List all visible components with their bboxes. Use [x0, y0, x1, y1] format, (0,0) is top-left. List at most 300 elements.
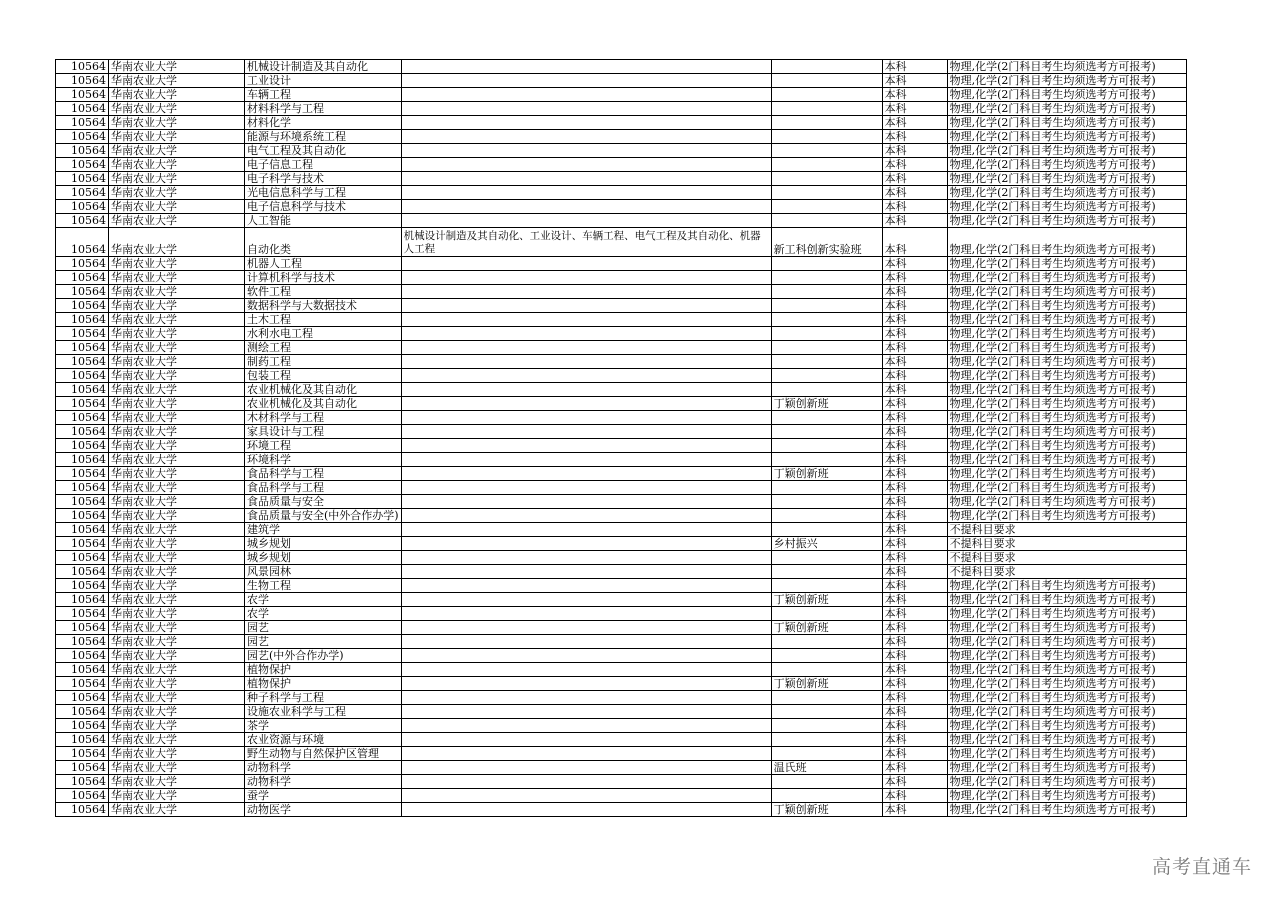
included-majors-cell [401, 635, 771, 649]
subject-requirement-cell: 物理,化学(2门科目考生均须选考方可报考) [947, 593, 1186, 607]
subject-requirement-cell: 物理,化学(2门科目考生均须选考方可报考) [947, 158, 1186, 172]
class-type-cell [771, 551, 882, 565]
school-code-cell: 10564 [56, 116, 109, 130]
table-row [56, 341, 1187, 355]
school-code-cell: 10564 [56, 214, 109, 228]
admission-table [55, 59, 1187, 817]
table-row [56, 467, 1187, 481]
level-cell: 本科 [882, 509, 947, 523]
major-name-cell: 农学 [245, 593, 402, 607]
school-name-cell: 华南农业大学 [109, 130, 245, 144]
level-cell: 本科 [882, 144, 947, 158]
school-name-cell: 华南农业大学 [109, 761, 245, 775]
class-type-cell [771, 313, 882, 327]
major-name-cell: 电子信息工程 [245, 158, 402, 172]
level-cell: 本科 [882, 200, 947, 214]
table-row [56, 649, 1187, 663]
included-majors-cell [401, 102, 771, 116]
major-name-cell: 能源与环境系统工程 [245, 130, 402, 144]
subject-requirement-cell: 物理,化学(2门科目考生均须选考方可报考) [947, 467, 1186, 481]
major-name-cell: 食品科学与工程 [245, 481, 402, 495]
major-name-cell: 材料科学与工程 [245, 102, 402, 116]
class-type-cell [771, 60, 882, 74]
school-code-cell: 10564 [56, 495, 109, 509]
school-code-cell: 10564 [56, 565, 109, 579]
school-name-cell: 华南农业大学 [109, 200, 245, 214]
subject-requirement-cell: 物理,化学(2门科目考生均须选考方可报考) [947, 411, 1186, 425]
class-type-cell: 乡村振兴 [771, 537, 882, 551]
class-type-cell [771, 355, 882, 369]
school-name-cell: 华南农业大学 [109, 74, 245, 88]
included-majors-cell [401, 341, 771, 355]
school-code-cell: 10564 [56, 481, 109, 495]
subject-requirement-cell: 物理,化学(2门科目考生均须选考方可报考) [947, 635, 1186, 649]
subject-requirement-cell: 物理,化学(2门科目考生均须选考方可报考) [947, 172, 1186, 186]
major-name-cell: 植物保护 [245, 663, 402, 677]
major-name-cell: 园艺 [245, 635, 402, 649]
major-name-cell: 电气工程及其自动化 [245, 144, 402, 158]
subject-requirement-cell: 不提科目要求 [947, 551, 1186, 565]
school-code-cell: 10564 [56, 327, 109, 341]
class-type-cell [771, 789, 882, 803]
school-name-cell: 华南农业大学 [109, 299, 245, 313]
school-code-cell: 10564 [56, 74, 109, 88]
table-row [56, 102, 1187, 116]
table-row [56, 313, 1187, 327]
class-type-cell [771, 214, 882, 228]
included-majors-cell [401, 200, 771, 214]
subject-requirement-cell: 物理,化学(2门科目考生均须选考方可报考) [947, 733, 1186, 747]
school-name-cell: 华南农业大学 [109, 186, 245, 200]
included-majors-cell [401, 355, 771, 369]
level-cell: 本科 [882, 719, 947, 733]
table-row [56, 327, 1187, 341]
table-row [56, 397, 1187, 411]
class-type-cell [771, 299, 882, 313]
class-type-cell [771, 509, 882, 523]
subject-requirement-cell: 不提科目要求 [947, 565, 1186, 579]
table-row [56, 551, 1187, 565]
table-row [56, 271, 1187, 285]
table-row [56, 621, 1187, 635]
included-majors-cell [401, 607, 771, 621]
school-code-cell: 10564 [56, 285, 109, 299]
included-majors-cell [401, 747, 771, 761]
class-type-cell [771, 285, 882, 299]
level-cell: 本科 [882, 158, 947, 172]
table-row [56, 691, 1187, 705]
school-code-cell: 10564 [56, 411, 109, 425]
table-row [56, 214, 1187, 228]
subject-requirement-cell: 物理,化学(2门科目考生均须选考方可报考) [947, 369, 1186, 383]
level-cell: 本科 [882, 257, 947, 271]
level-cell: 本科 [882, 327, 947, 341]
subject-requirement-cell: 物理,化学(2门科目考生均须选考方可报考) [947, 397, 1186, 411]
class-type-cell [771, 327, 882, 341]
school-name-cell: 华南农业大学 [109, 565, 245, 579]
school-name-cell: 华南农业大学 [109, 411, 245, 425]
school-code-cell: 10564 [56, 551, 109, 565]
class-type-cell: 丁颖创新班 [771, 677, 882, 691]
included-majors-cell [401, 130, 771, 144]
school-code-cell: 10564 [56, 60, 109, 74]
table-row [56, 523, 1187, 537]
table-row [56, 579, 1187, 593]
subject-requirement-cell: 物理,化学(2门科目考生均须选考方可报考) [947, 299, 1186, 313]
school-name-cell: 华南农业大学 [109, 467, 245, 481]
school-name-cell: 华南农业大学 [109, 439, 245, 453]
included-majors-cell [401, 74, 771, 88]
school-code-cell: 10564 [56, 719, 109, 733]
school-name-cell: 华南农业大学 [109, 257, 245, 271]
included-majors-cell [401, 677, 771, 691]
school-name-cell: 华南农业大学 [109, 271, 245, 285]
level-cell: 本科 [882, 439, 947, 453]
included-majors-cell [401, 186, 771, 200]
level-cell: 本科 [882, 453, 947, 467]
subject-requirement-cell: 物理,化学(2门科目考生均须选考方可报考) [947, 60, 1186, 74]
school-code-cell: 10564 [56, 635, 109, 649]
school-code-cell: 10564 [56, 467, 109, 481]
major-name-cell: 建筑学 [245, 523, 402, 537]
school-name-cell: 华南农业大学 [109, 509, 245, 523]
level-cell: 本科 [882, 341, 947, 355]
subject-requirement-cell: 物理,化学(2门科目考生均须选考方可报考) [947, 747, 1186, 761]
school-code-cell: 10564 [56, 383, 109, 397]
level-cell: 本科 [882, 74, 947, 88]
school-name-cell: 华南农业大学 [109, 397, 245, 411]
school-name-cell: 华南农业大学 [109, 383, 245, 397]
major-name-cell: 数据科学与大数据技术 [245, 299, 402, 313]
class-type-cell [771, 495, 882, 509]
school-name-cell: 华南农业大学 [109, 495, 245, 509]
table-row [56, 186, 1187, 200]
level-cell: 本科 [882, 481, 947, 495]
class-type-cell [771, 158, 882, 172]
school-name-cell: 华南农业大学 [109, 60, 245, 74]
school-code-cell: 10564 [56, 257, 109, 271]
table-row [56, 719, 1187, 733]
class-type-cell [771, 439, 882, 453]
school-name-cell: 华南农业大学 [109, 88, 245, 102]
major-name-cell: 动物科学 [245, 761, 402, 775]
class-type-cell [771, 383, 882, 397]
school-code-cell: 10564 [56, 228, 109, 257]
level-cell: 本科 [882, 579, 947, 593]
school-name-cell: 华南农业大学 [109, 733, 245, 747]
school-name-cell: 华南农业大学 [109, 705, 245, 719]
class-type-cell [771, 74, 882, 88]
school-name-cell: 华南农业大学 [109, 355, 245, 369]
included-majors-cell [401, 397, 771, 411]
class-type-cell [771, 635, 882, 649]
table-row [56, 775, 1187, 789]
level-cell: 本科 [882, 747, 947, 761]
school-code-cell: 10564 [56, 425, 109, 439]
included-majors-cell [401, 172, 771, 186]
school-name-cell: 华南农业大学 [109, 551, 245, 565]
included-majors-cell [401, 761, 771, 775]
subject-requirement-cell: 物理,化学(2门科目考生均须选考方可报考) [947, 88, 1186, 102]
school-code-cell: 10564 [56, 439, 109, 453]
subject-requirement-cell: 物理,化学(2门科目考生均须选考方可报考) [947, 228, 1186, 257]
subject-requirement-cell: 物理,化学(2门科目考生均须选考方可报考) [947, 257, 1186, 271]
major-name-cell: 机械设计制造及其自动化 [245, 60, 402, 74]
school-name-cell: 华南农业大学 [109, 172, 245, 186]
school-name-cell: 华南农业大学 [109, 327, 245, 341]
subject-requirement-cell: 物理,化学(2门科目考生均须选考方可报考) [947, 495, 1186, 509]
school-code-cell: 10564 [56, 271, 109, 285]
class-type-cell [771, 565, 882, 579]
table-row [56, 285, 1187, 299]
included-majors-cell [401, 523, 771, 537]
school-name-cell: 华南农业大学 [109, 677, 245, 691]
subject-requirement-cell: 物理,化学(2门科目考生均须选考方可报考) [947, 649, 1186, 663]
major-name-cell: 制药工程 [245, 355, 402, 369]
major-name-cell: 动物医学 [245, 803, 402, 817]
school-name-cell: 华南农业大学 [109, 579, 245, 593]
major-name-cell: 材料化学 [245, 116, 402, 130]
table-row [56, 565, 1187, 579]
school-name-cell: 华南农业大学 [109, 425, 245, 439]
major-name-cell: 野生动物与自然保护区管理 [245, 747, 402, 761]
included-majors-cell [401, 158, 771, 172]
school-code-cell: 10564 [56, 789, 109, 803]
table-row [56, 144, 1187, 158]
table-row [56, 439, 1187, 453]
table-row [56, 509, 1187, 523]
class-type-cell: 丁颖创新班 [771, 621, 882, 635]
included-majors-cell [401, 411, 771, 425]
class-type-cell [771, 523, 882, 537]
included-majors-cell [401, 257, 771, 271]
included-majors-cell [401, 60, 771, 74]
included-majors-cell [401, 509, 771, 523]
table-row [56, 453, 1187, 467]
class-type-cell [771, 341, 882, 355]
class-type-cell [771, 691, 882, 705]
class-type-cell [771, 425, 882, 439]
class-type-cell: 丁颖创新班 [771, 397, 882, 411]
level-cell: 本科 [882, 733, 947, 747]
table-row [56, 228, 1187, 257]
level-cell: 本科 [882, 803, 947, 817]
table-row [56, 761, 1187, 775]
included-majors-cell [401, 144, 771, 158]
included-majors-cell [401, 369, 771, 383]
school-code-cell: 10564 [56, 733, 109, 747]
school-code-cell: 10564 [56, 158, 109, 172]
school-name-cell: 华南农业大学 [109, 537, 245, 551]
included-majors-cell [401, 719, 771, 733]
level-cell: 本科 [882, 789, 947, 803]
table-row [56, 635, 1187, 649]
school-name-cell: 华南农业大学 [109, 789, 245, 803]
major-name-cell: 环境工程 [245, 439, 402, 453]
major-name-cell: 植物保护 [245, 677, 402, 691]
school-name-cell: 华南农业大学 [109, 285, 245, 299]
major-name-cell: 风景园林 [245, 565, 402, 579]
class-type-cell [771, 144, 882, 158]
subject-requirement-cell: 物理,化学(2门科目考生均须选考方可报考) [947, 102, 1186, 116]
school-name-cell: 华南农业大学 [109, 214, 245, 228]
major-name-cell: 设施农业科学与工程 [245, 705, 402, 719]
table-row [56, 803, 1187, 817]
major-name-cell: 机器人工程 [245, 257, 402, 271]
class-type-cell [771, 719, 882, 733]
major-name-cell: 食品质量与安全 [245, 495, 402, 509]
level-cell: 本科 [882, 677, 947, 691]
level-cell: 本科 [882, 649, 947, 663]
table-row [56, 425, 1187, 439]
school-code-cell: 10564 [56, 130, 109, 144]
class-type-cell: 丁颖创新班 [771, 803, 882, 817]
school-code-cell: 10564 [56, 299, 109, 313]
table-row [56, 60, 1187, 74]
major-name-cell: 农业机械化及其自动化 [245, 383, 402, 397]
class-type-cell [771, 271, 882, 285]
included-majors-cell [401, 789, 771, 803]
school-name-cell: 华南农业大学 [109, 453, 245, 467]
included-majors-cell [401, 495, 771, 509]
included-majors-cell [401, 299, 771, 313]
major-name-cell: 工业设计 [245, 74, 402, 88]
school-code-cell: 10564 [56, 775, 109, 789]
major-name-cell: 软件工程 [245, 285, 402, 299]
table-row [56, 705, 1187, 719]
level-cell: 本科 [882, 88, 947, 102]
school-code-cell: 10564 [56, 186, 109, 200]
major-name-cell: 木材科学与工程 [245, 411, 402, 425]
school-name-cell: 华南农业大学 [109, 341, 245, 355]
included-majors-cell: 机械设计制造及其自动化、工业设计、车辆工程、电气工程及其自动化、机器人工程 [401, 228, 771, 257]
subject-requirement-cell: 物理,化学(2门科目考生均须选考方可报考) [947, 481, 1186, 495]
subject-requirement-cell: 物理,化学(2门科目考生均须选考方可报考) [947, 186, 1186, 200]
major-name-cell: 农学 [245, 607, 402, 621]
level-cell: 本科 [882, 775, 947, 789]
subject-requirement-cell: 物理,化学(2门科目考生均须选考方可报考) [947, 285, 1186, 299]
major-name-cell: 农业机械化及其自动化 [245, 397, 402, 411]
included-majors-cell [401, 621, 771, 635]
subject-requirement-cell: 物理,化学(2门科目考生均须选考方可报考) [947, 705, 1186, 719]
school-name-cell: 华南农业大学 [109, 144, 245, 158]
table-row [56, 663, 1187, 677]
school-code-cell: 10564 [56, 803, 109, 817]
level-cell: 本科 [882, 285, 947, 299]
subject-requirement-cell: 物理,化学(2门科目考生均须选考方可报考) [947, 383, 1186, 397]
school-code-cell: 10564 [56, 313, 109, 327]
included-majors-cell [401, 649, 771, 663]
school-code-cell: 10564 [56, 747, 109, 761]
major-name-cell: 城乡规划 [245, 537, 402, 551]
major-name-cell: 电子信息科学与技术 [245, 200, 402, 214]
school-code-cell: 10564 [56, 593, 109, 607]
table-row [56, 677, 1187, 691]
level-cell: 本科 [882, 551, 947, 565]
major-name-cell: 农业资源与环境 [245, 733, 402, 747]
class-type-cell [771, 130, 882, 144]
school-code-cell: 10564 [56, 369, 109, 383]
school-name-cell: 华南农业大学 [109, 635, 245, 649]
included-majors-cell [401, 313, 771, 327]
subject-requirement-cell: 不提科目要求 [947, 523, 1186, 537]
subject-requirement-cell: 物理,化学(2门科目考生均须选考方可报考) [947, 789, 1186, 803]
subject-requirement-cell: 物理,化学(2门科目考生均须选考方可报考) [947, 425, 1186, 439]
subject-requirement-cell: 物理,化学(2门科目考生均须选考方可报考) [947, 761, 1186, 775]
subject-requirement-cell: 物理,化学(2门科目考生均须选考方可报考) [947, 439, 1186, 453]
table-row [56, 537, 1187, 551]
major-name-cell: 城乡规划 [245, 551, 402, 565]
included-majors-cell [401, 439, 771, 453]
school-name-cell: 华南农业大学 [109, 621, 245, 635]
level-cell: 本科 [882, 495, 947, 509]
included-majors-cell [401, 425, 771, 439]
class-type-cell [771, 607, 882, 621]
subject-requirement-cell: 物理,化学(2门科目考生均须选考方可报考) [947, 453, 1186, 467]
subject-requirement-cell: 物理,化学(2门科目考生均须选考方可报考) [947, 621, 1186, 635]
subject-requirement-cell: 物理,化学(2门科目考生均须选考方可报考) [947, 509, 1186, 523]
level-cell: 本科 [882, 355, 947, 369]
school-code-cell: 10564 [56, 649, 109, 663]
school-code-cell: 10564 [56, 523, 109, 537]
class-type-cell [771, 649, 882, 663]
included-majors-cell [401, 383, 771, 397]
major-name-cell: 车辆工程 [245, 88, 402, 102]
level-cell: 本科 [882, 102, 947, 116]
subject-requirement-cell: 物理,化学(2门科目考生均须选考方可报考) [947, 691, 1186, 705]
major-name-cell: 园艺 [245, 621, 402, 635]
school-code-cell: 10564 [56, 355, 109, 369]
school-code-cell: 10564 [56, 761, 109, 775]
table-row [56, 355, 1187, 369]
level-cell: 本科 [882, 621, 947, 635]
level-cell: 本科 [882, 467, 947, 481]
class-type-cell [771, 172, 882, 186]
major-name-cell: 家具设计与工程 [245, 425, 402, 439]
class-type-cell [771, 369, 882, 383]
major-name-cell: 茶学 [245, 719, 402, 733]
table-row [56, 130, 1187, 144]
included-majors-cell [401, 453, 771, 467]
level-cell: 本科 [882, 116, 947, 130]
level-cell: 本科 [882, 705, 947, 719]
major-name-cell: 环境科学 [245, 453, 402, 467]
school-code-cell: 10564 [56, 705, 109, 719]
class-type-cell [771, 663, 882, 677]
included-majors-cell [401, 593, 771, 607]
major-name-cell: 计算机科学与技术 [245, 271, 402, 285]
major-name-cell: 动物科学 [245, 775, 402, 789]
school-code-cell: 10564 [56, 341, 109, 355]
subject-requirement-cell: 物理,化学(2门科目考生均须选考方可报考) [947, 214, 1186, 228]
level-cell: 本科 [882, 565, 947, 579]
table-row [56, 495, 1187, 509]
major-name-cell: 水利水电工程 [245, 327, 402, 341]
included-majors-cell [401, 537, 771, 551]
major-name-cell: 蚕学 [245, 789, 402, 803]
school-code-cell: 10564 [56, 663, 109, 677]
table-row [56, 789, 1187, 803]
table-row [56, 369, 1187, 383]
table-body [56, 60, 1187, 817]
class-type-cell: 新工科创新实验班 [771, 228, 882, 257]
included-majors-cell [401, 551, 771, 565]
included-majors-cell [401, 285, 771, 299]
subject-requirement-cell: 物理,化学(2门科目考生均须选考方可报考) [947, 130, 1186, 144]
subject-requirement-cell: 物理,化学(2门科目考生均须选考方可报考) [947, 200, 1186, 214]
school-code-cell: 10564 [56, 144, 109, 158]
subject-requirement-cell: 物理,化学(2门科目考生均须选考方可报考) [947, 579, 1186, 593]
